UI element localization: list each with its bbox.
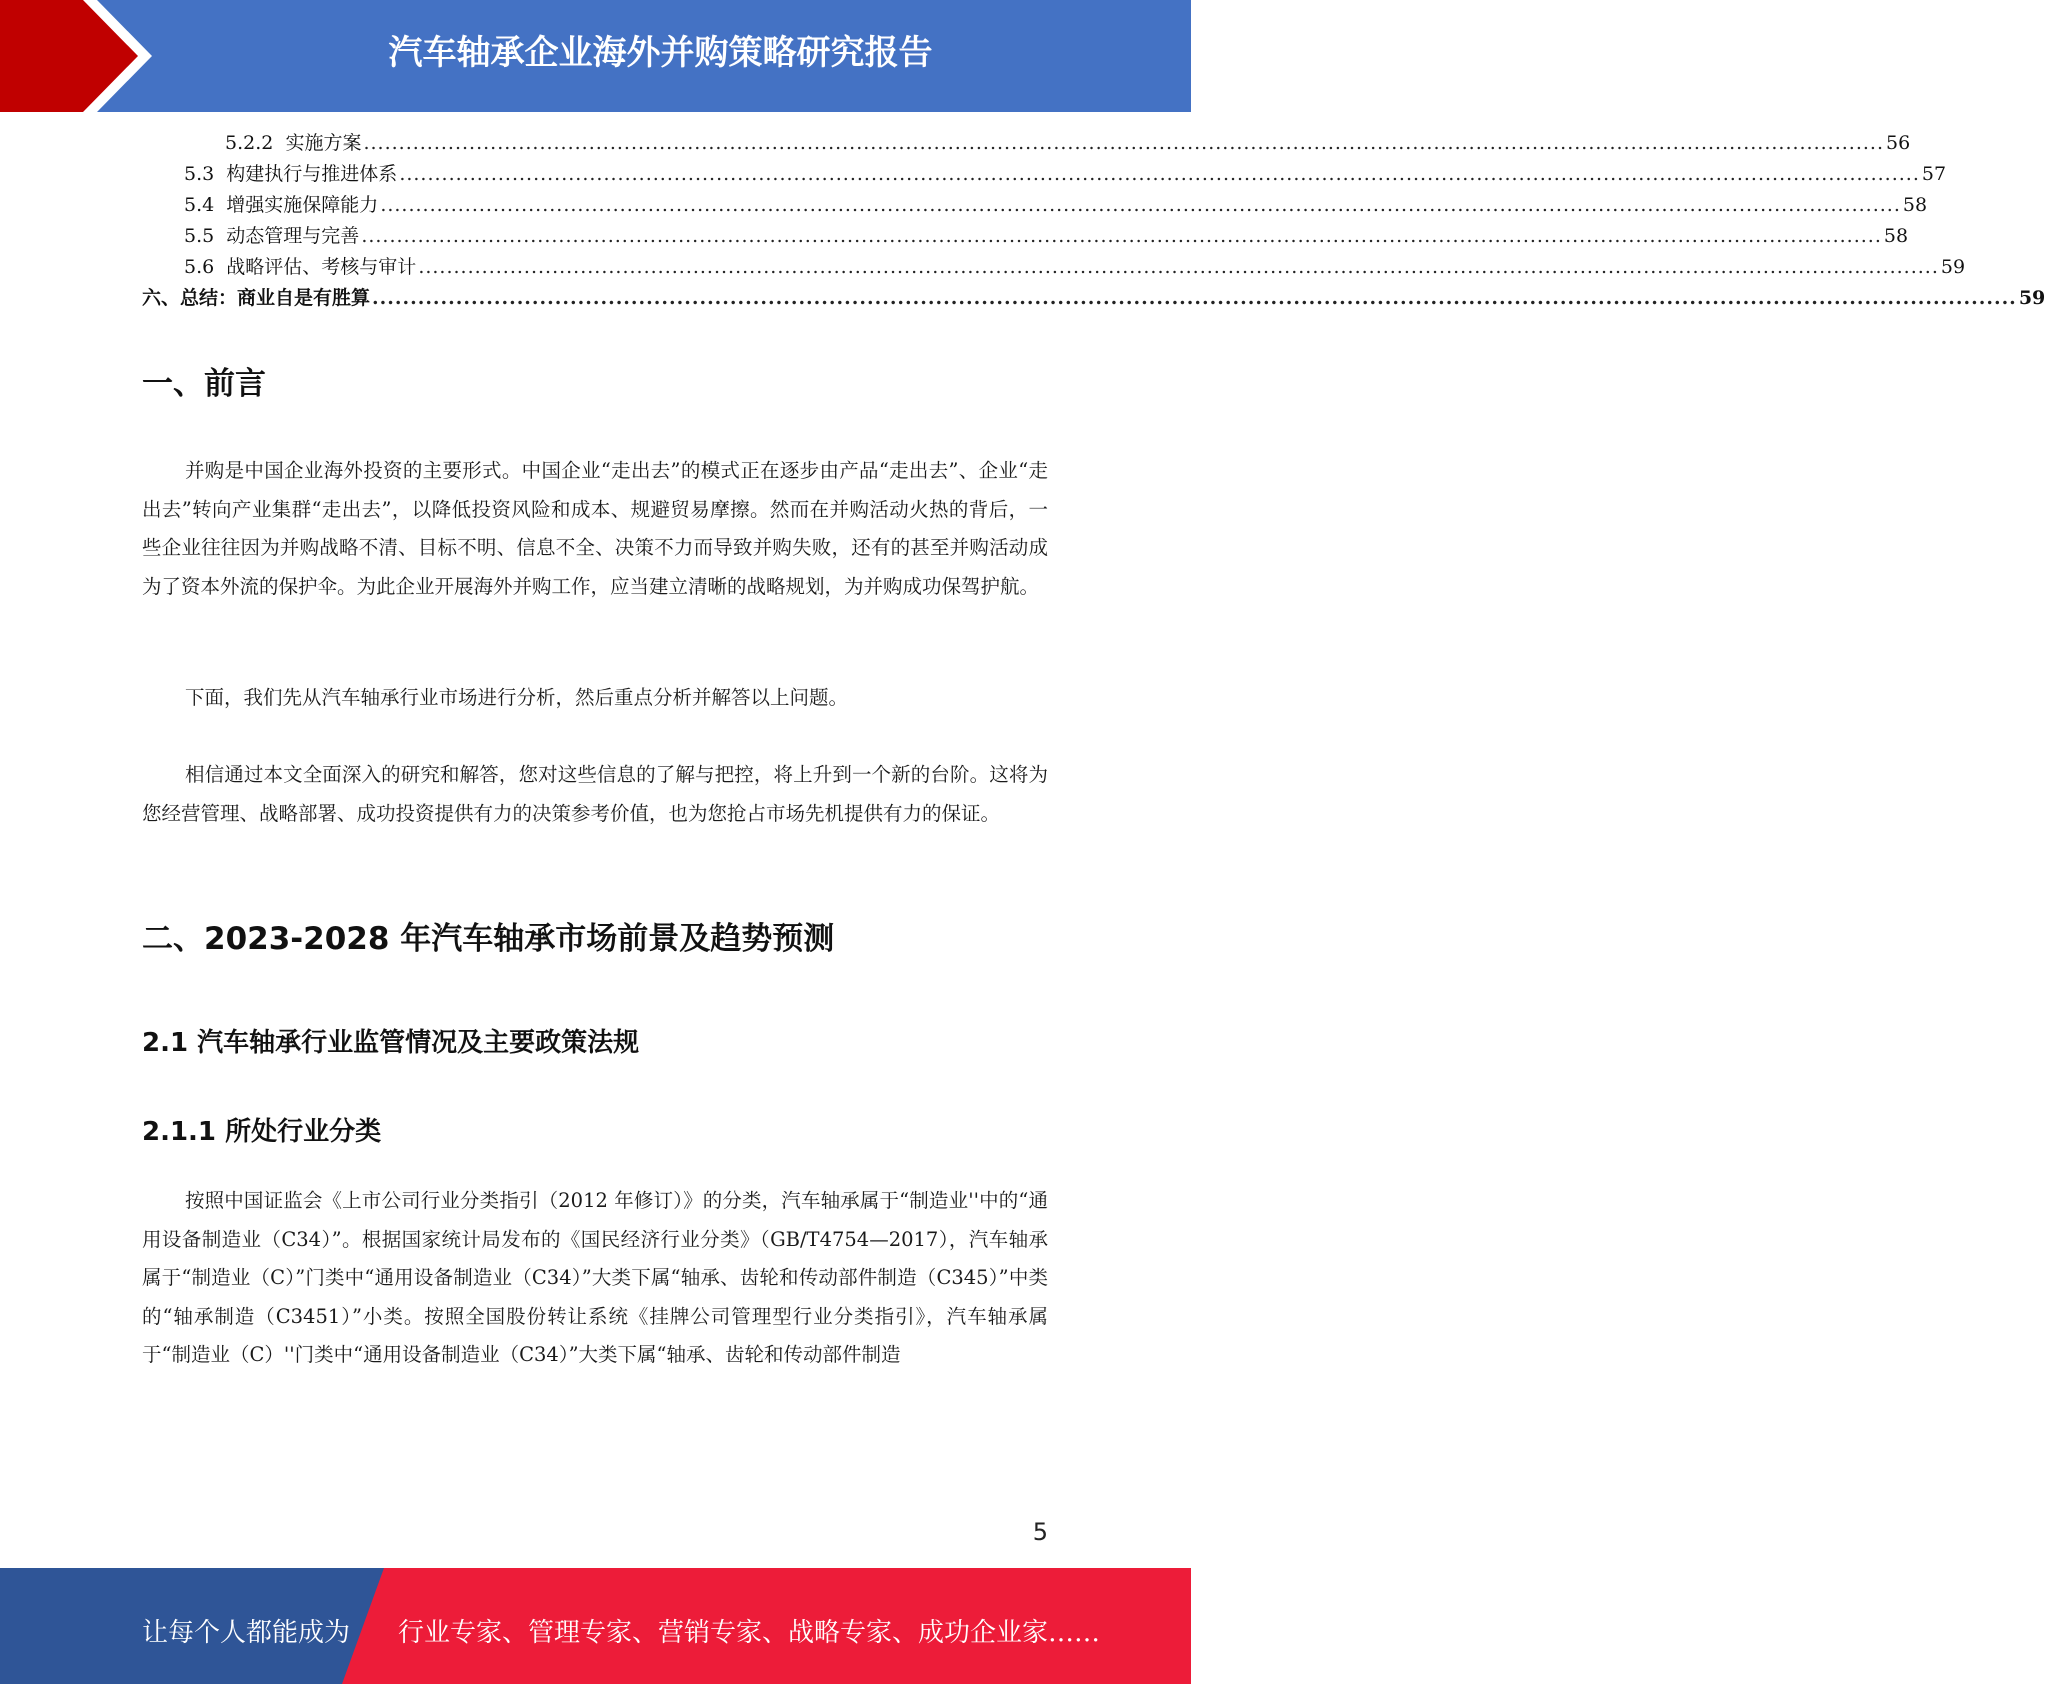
table-of-contents bbox=[142, 128, 2045, 314]
toc-entry-label: 六、总结：商业自是有胜算 bbox=[142, 287, 371, 309]
report-title: 汽车轴承企业海外并购策略研究报告 bbox=[388, 33, 933, 73]
toc-entry[interactable] bbox=[142, 159, 1947, 190]
toc-entry-page: 57 bbox=[1921, 163, 1947, 185]
subsubsection-heading: 2.1.1 所处行业分类 bbox=[142, 1117, 382, 1147]
toc-entry-page: 59 bbox=[2018, 287, 2045, 309]
toc-entry-label: 动态管理与完善 bbox=[226, 225, 360, 247]
toc-leader-dots: ........................................................................................................................................................................................................................ bbox=[418, 256, 1939, 278]
toc-entry-label: 构建执行与推进体系 bbox=[226, 163, 398, 185]
toc-leader-dots: ........................................................................................................................................................................................................................ bbox=[372, 287, 2017, 309]
footer-slogan-left: 让每个人都能成为 bbox=[142, 1618, 351, 1648]
toc-leader-dots: ........................................................................................................................................................................................................................ bbox=[363, 132, 1884, 154]
toc-leader-dots: ........................................................................................................................................................................................................................ bbox=[399, 163, 1920, 185]
toc-entry-page: 59 bbox=[1940, 256, 1966, 278]
toc-leader-dots: ........................................................................................................................................................................................................................ bbox=[361, 225, 1882, 247]
paragraph: 并购是中国企业海外投资的主要形式。中国企业“走出去”的模式正在逐步由产品“走出去”、企业“走出去”转向产业集群“走出去”，以降低投资风险和成本、规避贸易摩擦。然而在并购活动火热的背后，一些企业往往因为并购战略不清、目标不明、信息不全、决策不力而导致并购失败，还有的甚至并购活动成为了资本外流的保护伞。为此企业开展海外并购工作，应当建立清晰的战略规划，为并购成功保驾护航。 bbox=[142, 459, 1048, 598]
paragraph: 下面，我们先从汽车轴承行业市场进行分析，然后重点分析并解答以上问题。 bbox=[185, 686, 849, 709]
toc-entry-number: 5.6 bbox=[184, 256, 227, 278]
toc-leader-dots: ........................................................................................................................................................................................................................ bbox=[380, 194, 1901, 216]
toc-entry[interactable] bbox=[142, 252, 1966, 283]
section-heading-preface: 一、前言 bbox=[142, 366, 266, 402]
toc-entry[interactable] bbox=[142, 128, 1911, 159]
toc-entry-label: 战略评估、考核与审计 bbox=[226, 256, 417, 278]
toc-entry[interactable] bbox=[142, 283, 2045, 314]
footer-slogan-right: 行业专家、管理专家、营销专家、战略专家、成功企业家…… bbox=[398, 1618, 1101, 1648]
toc-entry-label: 增强实施保障能力 bbox=[226, 194, 379, 216]
toc-entry-number: 5.3 bbox=[184, 163, 227, 185]
section-heading-market-outlook: 二、2023-2028 年汽车轴承市场前景及趋势预测 bbox=[142, 921, 835, 957]
toc-entry-page: 58 bbox=[1902, 194, 1928, 216]
toc-entry-number: 5.5 bbox=[184, 225, 227, 247]
page-number: 5 bbox=[1032, 1518, 1048, 1546]
toc-entry[interactable] bbox=[142, 190, 1928, 221]
toc-entry-number: 5.4 bbox=[184, 194, 227, 216]
paragraph: 相信通过本文全面深入的研究和解答，您对这些信息的了解与把控，将上升到一个新的台阶。这将为您经营管理、战略部署、成功投资提供有力的决策参考价值，也为您抢占市场先机提供有力的保证。 bbox=[142, 763, 1048, 825]
toc-entry[interactable] bbox=[142, 221, 1909, 252]
toc-entry-number: 5.2.2 bbox=[225, 132, 286, 154]
subsection-heading: 2.1 汽车轴承行业监管情况及主要政策法规 bbox=[142, 1028, 640, 1058]
paragraph: 按照中国证监会《上市公司行业分类指引（2012 年修订）》的分类，汽车轴承属于“制造业''中的“通用设备制造业（C34）”。根据国家统计局发布的《国民经济行业分类》（GB/T4754—2017），汽车轴承属于“制造业（C）”门类中“通用设备制造业（C34）”大类下属“轴承、齿轮和传动部件制造（C345）”中类的“轴承制造（C3451）”小类。按照全国股份转让系统《挂牌公司管理型行业分类指引》，汽车轴承属于“制造业（C）''门类中“通用设备制造业（C34）”大类下属“轴承、齿轮和传动部件制造 bbox=[142, 1189, 1048, 1366]
toc-entry-label: 实施方案 bbox=[285, 132, 362, 154]
toc-entry-page: 58 bbox=[1883, 225, 1909, 247]
toc-entry-page: 56 bbox=[1886, 132, 1911, 154]
